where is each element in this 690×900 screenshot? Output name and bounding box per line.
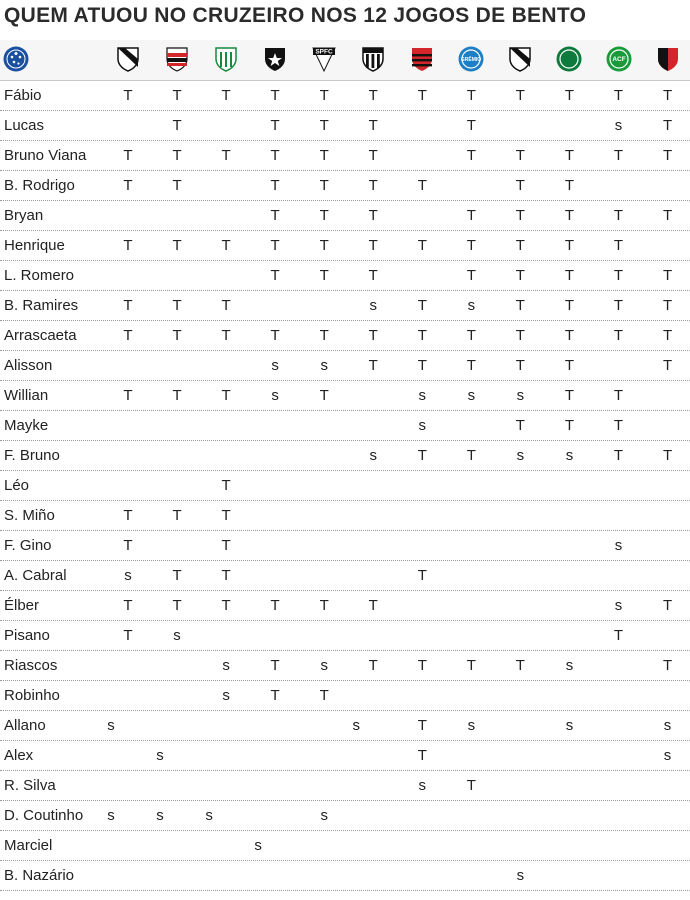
player-name: Fábio — [4, 87, 42, 104]
appearance-mark: T — [613, 147, 624, 164]
appearance-mark: T — [613, 207, 624, 224]
appearance-mark: T — [515, 297, 525, 314]
chart-title: QUEM ATUOU NO CRUZEIRO NOS 12 JOGOS DE BENTO — [4, 4, 587, 27]
appearance-mark: T — [564, 147, 575, 164]
appearance-mark: T — [662, 447, 673, 464]
table-row — [0, 111, 690, 141]
appearance-mark: T — [662, 597, 673, 614]
appearance-mark: T — [515, 417, 525, 434]
table-row — [0, 441, 690, 471]
player-name: Élber — [4, 597, 40, 614]
appearance-mark: T — [417, 567, 427, 584]
appearance-mark: s — [369, 447, 377, 464]
appearance-mark: T — [270, 147, 280, 164]
appearance-mark: T — [368, 327, 378, 344]
table-row — [0, 741, 690, 771]
appearance-mark: T — [564, 87, 575, 104]
player-name: Arrascaeta — [4, 327, 77, 344]
table-row — [0, 621, 690, 651]
appearance-mark: s — [663, 747, 672, 764]
appearance-mark: T — [123, 627, 133, 644]
appearance-mark: T — [417, 177, 427, 194]
appearance-mark: s — [663, 717, 672, 734]
appearance-mark: T — [515, 177, 525, 194]
appearance-mark: T — [221, 567, 231, 584]
appearance-mark: T — [466, 447, 476, 464]
appearance-mark: s — [320, 657, 328, 674]
appearance-mark: T — [319, 237, 329, 254]
gremio-crest-icon — [457, 45, 485, 73]
lineup-table — [0, 40, 690, 891]
appearance-mark: s — [614, 597, 623, 614]
appearance-mark: T — [368, 657, 378, 674]
appearance-mark: T — [613, 87, 624, 104]
appearance-mark: T — [319, 147, 329, 164]
appearance-mark: T — [319, 327, 329, 344]
appearance-mark: T — [466, 657, 476, 674]
appearance-mark: T — [123, 327, 133, 344]
appearance-mark: T — [466, 237, 476, 254]
player-name: Bruno Viana — [4, 147, 87, 164]
table-row — [0, 231, 690, 261]
appearance-mark: T — [662, 267, 673, 284]
appearance-mark: s — [124, 567, 132, 584]
appearance-mark: T — [662, 207, 673, 224]
appearance-mark: T — [123, 387, 133, 404]
america-mg-crest-icon — [212, 45, 240, 73]
appearance-mark: T — [319, 177, 329, 194]
appearance-mark: s — [516, 447, 525, 464]
appearance-mark: T — [172, 117, 182, 134]
appearance-mark: T — [172, 87, 182, 104]
appearance-mark: T — [123, 597, 133, 614]
appearance-mark: T — [417, 357, 427, 374]
botafogo-crest-icon — [261, 45, 289, 73]
appearance-mark: T — [172, 327, 182, 344]
table-row — [0, 771, 690, 801]
appearance-mark: T — [172, 177, 182, 194]
appearance-mark: T — [564, 417, 575, 434]
appearance-mark: s — [107, 807, 115, 824]
table-row — [0, 501, 690, 531]
appearance-mark: T — [368, 147, 378, 164]
appearance-mark: s — [271, 387, 279, 404]
appearance-mark: T — [613, 267, 624, 284]
appearance-mark: T — [270, 267, 280, 284]
table-row — [0, 651, 690, 681]
appearance-mark: T — [515, 357, 525, 374]
appearance-mark: T — [613, 627, 624, 644]
appearance-mark: T — [417, 717, 427, 734]
player-name: Alisson — [4, 357, 53, 374]
appearance-mark: s — [107, 717, 115, 734]
table-row — [0, 291, 690, 321]
table-row — [0, 261, 690, 291]
appearance-mark: s — [516, 387, 525, 404]
appearance-mark: T — [515, 207, 525, 224]
appearance-mark: T — [466, 207, 476, 224]
appearance-mark: T — [515, 87, 525, 104]
appearance-mark: T — [466, 777, 476, 794]
appearance-mark: s — [222, 687, 230, 704]
appearance-mark: T — [319, 207, 329, 224]
player-name: Alex — [4, 747, 34, 764]
appearance-mark: T — [221, 147, 231, 164]
appearance-mark: T — [270, 327, 280, 344]
appearance-mark: T — [417, 237, 427, 254]
appearance-mark: s — [467, 717, 476, 734]
appearance-mark: T — [172, 597, 182, 614]
player-name: Riascos — [4, 657, 58, 674]
appearance-mark: T — [515, 237, 525, 254]
appearance-mark: s — [467, 297, 476, 314]
appearance-mark: s — [271, 357, 279, 374]
appearance-mark: T — [466, 147, 476, 164]
appearance-mark: s — [614, 117, 623, 134]
appearance-mark: T — [172, 567, 182, 584]
ponte-preta-crest-icon — [506, 45, 534, 73]
appearance-mark: s — [418, 387, 427, 404]
appearance-mark: T — [564, 387, 575, 404]
appearance-mark: T — [613, 297, 624, 314]
appearance-mark: T — [515, 327, 525, 344]
player-name: Bryan — [4, 207, 44, 224]
appearance-mark: T — [564, 297, 575, 314]
player-name: Willian — [4, 387, 49, 404]
appearance-mark: s — [565, 657, 574, 674]
appearance-mark: T — [221, 237, 231, 254]
player-name: F. Gino — [4, 537, 52, 554]
appearance-mark: T — [564, 177, 575, 194]
figueirense-crest-icon — [114, 45, 142, 73]
appearance-mark: T — [515, 657, 525, 674]
player-name: Léo — [4, 477, 30, 494]
appearance-mark: T — [613, 447, 624, 464]
appearance-mark: T — [319, 267, 329, 284]
appearance-mark: T — [319, 597, 329, 614]
appearance-mark: s — [320, 807, 328, 824]
player-name: B. Rodrigo — [4, 177, 75, 194]
table-row — [0, 81, 690, 111]
appearance-mark: T — [662, 87, 673, 104]
table-row — [0, 171, 690, 201]
chapecoense-crest-icon — [605, 45, 633, 73]
appearance-mark: s — [614, 537, 623, 554]
appearance-mark: T — [270, 657, 280, 674]
appearance-mark: T — [417, 747, 427, 764]
appearance-mark: T — [368, 267, 378, 284]
appearance-mark: T — [221, 597, 231, 614]
player-name: Marciel — [4, 837, 53, 854]
appearance-mark: T — [613, 327, 624, 344]
appearance-mark: T — [515, 267, 525, 284]
appearance-mark: T — [221, 507, 231, 524]
appearance-mark: T — [221, 327, 231, 344]
appearance-mark: T — [564, 327, 575, 344]
table-row — [0, 141, 690, 171]
atletico-mg-crest-icon — [359, 45, 387, 73]
appearance-mark: T — [172, 237, 182, 254]
appearance-mark: s — [418, 777, 427, 794]
table-row — [0, 351, 690, 381]
appearance-mark: s — [565, 717, 574, 734]
player-name: S. Miño — [4, 507, 55, 524]
appearance-mark: T — [123, 537, 133, 554]
appearance-mark: T — [270, 87, 280, 104]
table-row — [0, 471, 690, 501]
appearance-mark: T — [172, 507, 182, 524]
table-row — [0, 321, 690, 351]
appearance-mark: T — [123, 87, 133, 104]
flamengo-crest-icon — [408, 45, 436, 73]
appearance-mark: T — [368, 177, 378, 194]
crest-label: ACF — [611, 56, 626, 63]
table-row — [0, 411, 690, 441]
player-name: B. Ramires — [4, 297, 79, 314]
appearance-mark: s — [565, 447, 574, 464]
player-name: L. Romero — [4, 267, 75, 284]
sao-paulo-crest-icon — [310, 45, 338, 73]
appearance-mark: s — [369, 297, 377, 314]
appearance-mark: T — [466, 87, 476, 104]
appearance-mark: T — [319, 387, 329, 404]
appearance-mark: T — [270, 117, 280, 134]
appearance-mark: s — [352, 717, 360, 734]
appearance-mark: T — [221, 537, 231, 554]
appearance-mark: T — [515, 147, 525, 164]
appearance-mark: T — [466, 117, 476, 134]
table-row — [0, 831, 690, 861]
player-name: D. Coutinho — [4, 807, 84, 824]
crest-label: SPFC — [315, 48, 333, 56]
player-name: Henrique — [4, 237, 65, 254]
appearance-mark: T — [368, 117, 378, 134]
appearance-mark: s — [467, 387, 476, 404]
appearance-mark: s — [254, 837, 262, 854]
appearance-mark: T — [613, 387, 624, 404]
appearance-mark: T — [466, 267, 476, 284]
appearance-mark: T — [417, 297, 427, 314]
appearance-mark: T — [417, 447, 427, 464]
appearance-mark: s — [418, 417, 427, 434]
appearance-mark: T — [368, 237, 378, 254]
appearance-mark: T — [564, 357, 575, 374]
appearance-mark: T — [564, 267, 575, 284]
player-name: Mayke — [4, 417, 49, 434]
appearance-mark: T — [564, 207, 575, 224]
table-row — [0, 861, 690, 891]
palmeiras-crest-icon — [555, 45, 583, 73]
cruzeiro-crest-icon — [2, 45, 30, 73]
player-name: R. Silva — [4, 777, 56, 794]
santa-cruz-crest-icon — [163, 45, 191, 73]
appearance-mark: T — [221, 387, 231, 404]
appearance-mark: s — [156, 807, 164, 824]
appearance-mark: T — [613, 417, 624, 434]
appearance-mark: T — [172, 387, 182, 404]
appearance-mark: T — [123, 177, 133, 194]
appearance-mark: T — [319, 687, 329, 704]
appearance-mark: T — [221, 477, 231, 494]
appearance-mark: T — [368, 597, 378, 614]
appearance-mark: T — [662, 297, 673, 314]
appearance-mark: T — [270, 237, 280, 254]
appearance-mark: s — [156, 747, 164, 764]
appearance-mark: T — [123, 297, 133, 314]
table-row — [0, 681, 690, 711]
appearance-mark: T — [417, 657, 427, 674]
appearance-mark: T — [270, 207, 280, 224]
appearance-mark: T — [123, 147, 133, 164]
appearance-mark: T — [662, 117, 673, 134]
appearance-mark: T — [270, 597, 280, 614]
appearance-mark: T — [417, 327, 427, 344]
appearance-mark: s — [173, 627, 181, 644]
appearance-mark: T — [564, 237, 575, 254]
player-name: A. Cabral — [4, 567, 67, 584]
appearance-mark: T — [123, 507, 133, 524]
appearance-mark: T — [368, 207, 378, 224]
appearance-mark: T — [270, 177, 280, 194]
table-row — [0, 531, 690, 561]
player-name: B. Nazário — [4, 867, 75, 884]
appearance-mark: T — [466, 357, 476, 374]
player-name: Pisano — [4, 627, 50, 644]
appearance-mark: T — [466, 327, 476, 344]
table-row — [0, 381, 690, 411]
appearance-mark: T — [662, 657, 673, 674]
crest-label: GRÊMIO — [461, 57, 482, 63]
player-name: Robinho — [4, 687, 60, 704]
appearance-mark: T — [221, 87, 231, 104]
appearance-mark: s — [222, 657, 230, 674]
appearance-mark: T — [221, 297, 231, 314]
player-name: F. Bruno — [4, 447, 60, 464]
appearance-mark: T — [123, 237, 133, 254]
appearance-mark: T — [417, 87, 427, 104]
appearance-mark: T — [319, 117, 329, 134]
appearance-mark: T — [662, 357, 673, 374]
table-row — [0, 711, 690, 741]
vitoria-crest-icon — [654, 45, 682, 73]
appearance-mark: s — [320, 357, 328, 374]
appearance-mark: T — [613, 237, 624, 254]
appearance-mark: T — [172, 147, 182, 164]
table-row — [0, 591, 690, 621]
player-name: Lucas — [4, 117, 45, 134]
appearance-mark: s — [205, 807, 213, 824]
table-row — [0, 201, 690, 231]
appearance-mark: T — [270, 687, 280, 704]
table-row — [0, 801, 690, 831]
appearance-mark: T — [319, 87, 329, 104]
appearance-mark: T — [368, 87, 378, 104]
table-body — [0, 81, 690, 891]
appearance-mark: T — [662, 327, 673, 344]
player-name: Allano — [4, 717, 46, 734]
table-row — [0, 561, 690, 591]
appearance-mark: T — [368, 357, 378, 374]
appearance-mark: s — [516, 867, 525, 884]
table-header — [0, 40, 690, 81]
appearance-mark: T — [662, 147, 673, 164]
appearance-mark: T — [172, 297, 182, 314]
